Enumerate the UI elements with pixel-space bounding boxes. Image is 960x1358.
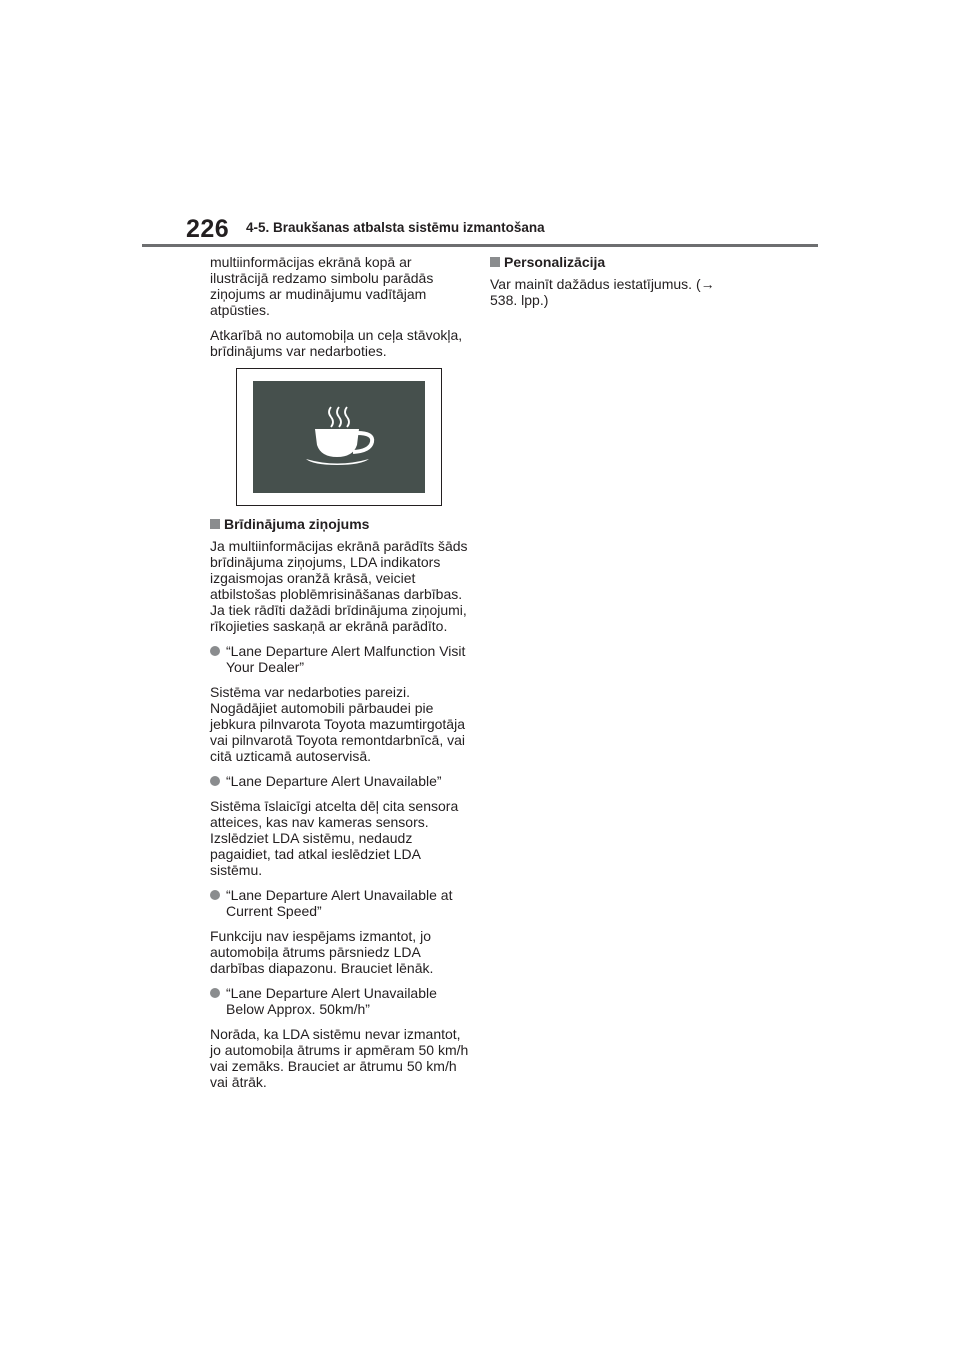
message-item <box>210 773 470 789</box>
intro-paragraph-1: multiinformācijas ekrānā kopā ar ilustrācijā redzamo simbolu parādās ziņojums ar mudinājumu vadītājam atpūsties. <box>210 254 434 318</box>
circle-bullet-icon <box>210 890 220 900</box>
message-item <box>210 887 470 919</box>
message-text: “Lane Departure Alert Unavailable Below Approx. 50km/h” <box>226 985 437 1017</box>
circle-bullet-icon <box>210 988 220 998</box>
page-header <box>186 214 818 246</box>
message-item <box>210 643 470 675</box>
warning-intro-paragraph: Ja multiinformācijas ekrānā parādīts šāds brīdinājuma ziņojums, LDA indikators izgaismojas oranžā krāsā, veiciet atbilstošas ploblēmrisināšanas darbības. Ja tiek rādīti dažādi brīdinājuma ziņojumi, rīkojieties saskaņā ar ekrānā parādīto. <box>210 538 468 634</box>
personalization-text: Var mainīt dažādus iestatījumus. (→ 538. lpp.) <box>490 276 715 308</box>
message-description: Funkciju nav iespējams izmantot, jo automobiļa ātrums pārsniedz LDA darbības diapazonu. Brauciet lēnāk. <box>210 928 434 976</box>
circle-bullet-icon <box>210 646 220 656</box>
coffee-cup-icon <box>253 381 425 493</box>
header-rule <box>142 244 818 247</box>
personalization-heading: Personalizācija <box>490 254 740 270</box>
message-description: Sistēma īslaicīgi atcelta dēļ cita sensora atteices, kas nav kameras sensors. Izslēdziet LDA sistēmu, nedaudz pagaidiet, tad atkal ieslēdziet LDA sistēmu. <box>210 798 459 878</box>
message-description: Norāda, ka LDA sistēmu nevar izmantot, jo automobiļa ātrums ir apmēram 50 km/h vai zemāks. Brauciet ar ātrumu 50 km/h vai ātrāk. <box>210 1026 469 1090</box>
message-description: Sistēma var nedarboties pareizi. Nogādājiet automobili pārbaudei pie jebkura pilnvarota Toyota mazumtirgotāja vai pilnvarotā Toyota remontdarbnīcā, vai citā uzticamā autoservisā. <box>210 684 465 764</box>
message-text: “Lane Departure Alert Unavailable” <box>226 773 442 789</box>
square-bullet-icon <box>490 257 500 267</box>
display-illustration <box>236 368 442 506</box>
page-number: 226 <box>186 215 230 243</box>
circle-bullet-icon <box>210 776 220 786</box>
section-title: 4-5. Braukšanas atbalsta sistēmu izmantošana <box>246 220 545 235</box>
message-text: “Lane Departure Alert Malfunction Visit Your Dealer” <box>226 643 466 675</box>
left-column <box>210 254 470 1099</box>
right-column <box>490 254 740 317</box>
message-item <box>210 985 470 1017</box>
square-bullet-icon <box>210 519 220 529</box>
warning-message-heading: Brīdinājuma ziņojums <box>210 516 470 532</box>
message-text: “Lane Departure Alert Unavailable at Current Speed” <box>226 887 453 919</box>
intro-paragraph-2: Atkarībā no automobiļa un ceļa stāvokļa, brīdinājums var nedarboties. <box>210 327 463 359</box>
multi-information-display <box>253 381 425 493</box>
